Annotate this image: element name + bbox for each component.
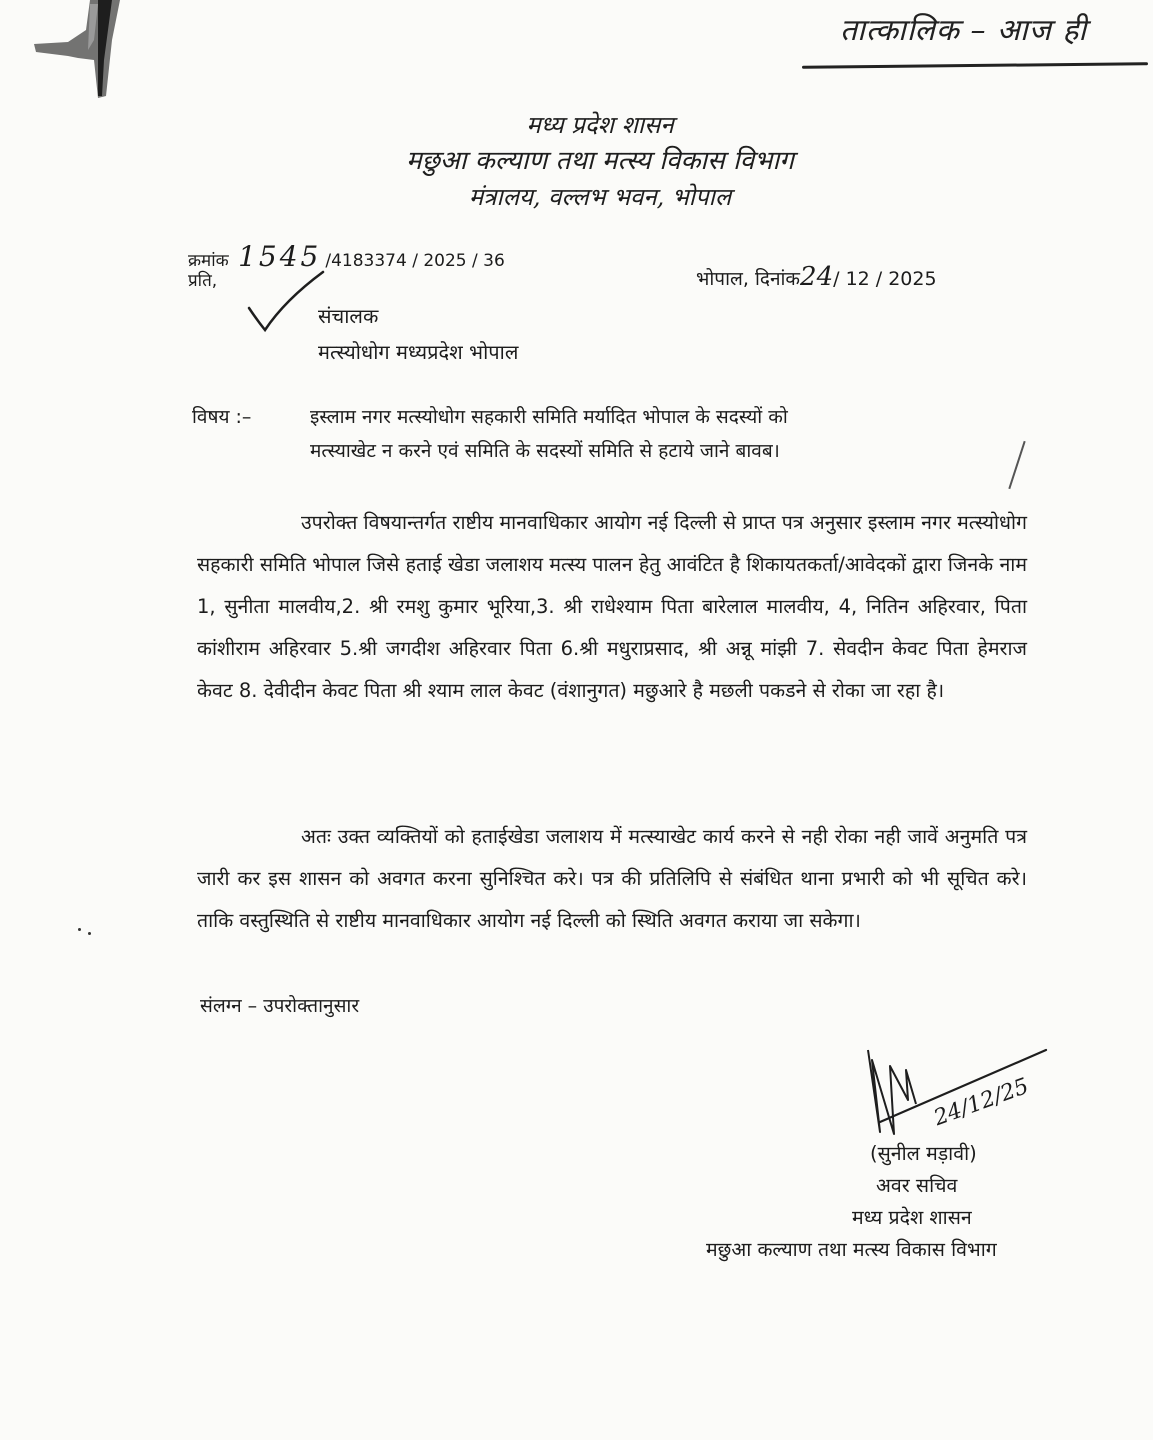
letterhead-address: मंत्रालय, वल्लभ भवन, भोपाल <box>468 183 732 211</box>
handwritten-reference-number: 1545 <box>238 240 322 273</box>
subject-label: विषय :– <box>192 406 252 428</box>
to-label: प्रति, <box>188 271 218 291</box>
reference-number <box>188 240 505 273</box>
paragraph-1-text: उपरोक्त विषयान्तर्गत राष्टीय मानवाधिकार आयोग नई दिल्ली से प्राप्त पत्र अनुसार इस्लाम नगर मत्स्योधोग सहकारी समिति भोपाल जिसे हताई खेडा जलाशय मत्स्य पालन हेतु आवंटित है शिकायतकर्ता/आवेदकों द्वारा जिनके नाम 1, सुनीता मालवीय,2. श्री रमशु कुमार भूरिया,3. श्री राधेश्याम पिता बारेलाल मालवीय, 4, नितिन अहिरवार, पिता कांशीराम अहिरवार 5.श्री जगदीश अहिरवार पिता 6.श्री मधुराप्रसाद, श्री अन्नू मांझी 7. सेवदीन केवट पिता हेमराज केवट 8. देवीदीन केवट पिता श्री श्याम लाल केवट (वंशानुगत) मछुआरे है मछली पकडने से रोका जा रहा है। <box>197 511 1028 702</box>
recipient-office: मत्स्योधोग मध्यप्रदेश भोपाल <box>318 340 519 364</box>
signatory-designation: अवर सचिव <box>876 1174 958 1197</box>
subject-line-1: इस्लाम नगर मत्स्योधोग सहकारी समिति मर्यादित भोपाल के सदस्यों को <box>310 406 788 428</box>
margin-note-text: तात्कालिक – आज ही <box>840 13 1088 48</box>
margin-note-urgent <box>800 4 1150 74</box>
date-rest: / 12 / 2025 <box>833 268 937 290</box>
scan-speck <box>88 932 91 935</box>
reference-label: क्रमांक <box>188 251 229 271</box>
enclosure-note: संलग्न – उपरोक्तानुसार <box>200 995 360 1017</box>
reference-value: /4183374 / 2025 / 36 <box>325 251 505 271</box>
signatory-department: मछुआ कल्याण तथा मत्स्य विकास विभाग <box>706 1238 997 1261</box>
checkmark-icon <box>245 270 325 340</box>
letter-date <box>696 262 937 292</box>
paragraph-2-text: अतः उक्त व्यक्तियों को हताईखेडा जलाशय में मत्स्याखेट कार्य करने से नही रोका नही जावें अनुमति पत्र जारी कर इस शासन को अवगत करना सुनिश्चित करे। पत्र की प्रतिलिपि से संबंधित थाना प्रभारी को भी सूचित करे। ताकि वस्तुस्थिति से राष्टीय मानवाधिकार आयोग नई दिल्ली को स्थिति अवगत कराया जा सकेगा। <box>197 825 1027 932</box>
handwritten-date-day: 24 <box>800 262 834 292</box>
signatory-government: मध्य प्रदेश शासन <box>852 1206 972 1229</box>
pen-stroke-mark <box>1008 441 1025 489</box>
signatory-name: (सुनील मड़ावी) <box>870 1142 977 1165</box>
signature-block <box>680 1138 1100 1266</box>
margin-note-underline <box>802 62 1148 69</box>
recipient-block <box>318 298 518 370</box>
letterhead-department: मछुआ कल्याण तथा मत्स्य विकास विभाग <box>406 146 794 176</box>
scan-speck <box>78 928 81 931</box>
letterhead-government: मध्य प्रदेश शासन <box>526 111 674 139</box>
date-place-label: भोपाल, दिनांक <box>696 268 801 290</box>
letterhead <box>360 108 840 214</box>
signature-date: 24/12/25 <box>930 1073 1033 1132</box>
body-paragraph-2 <box>197 816 1027 942</box>
paper-tag-decoration <box>28 0 128 100</box>
body-paragraph-1 <box>197 502 1027 712</box>
recipient-title: संचालक <box>318 304 379 328</box>
subject-line-2: मत्स्याखेट न करने एवं समिति के सदस्यों समिति से हटाये जाने बावब। <box>310 440 780 462</box>
